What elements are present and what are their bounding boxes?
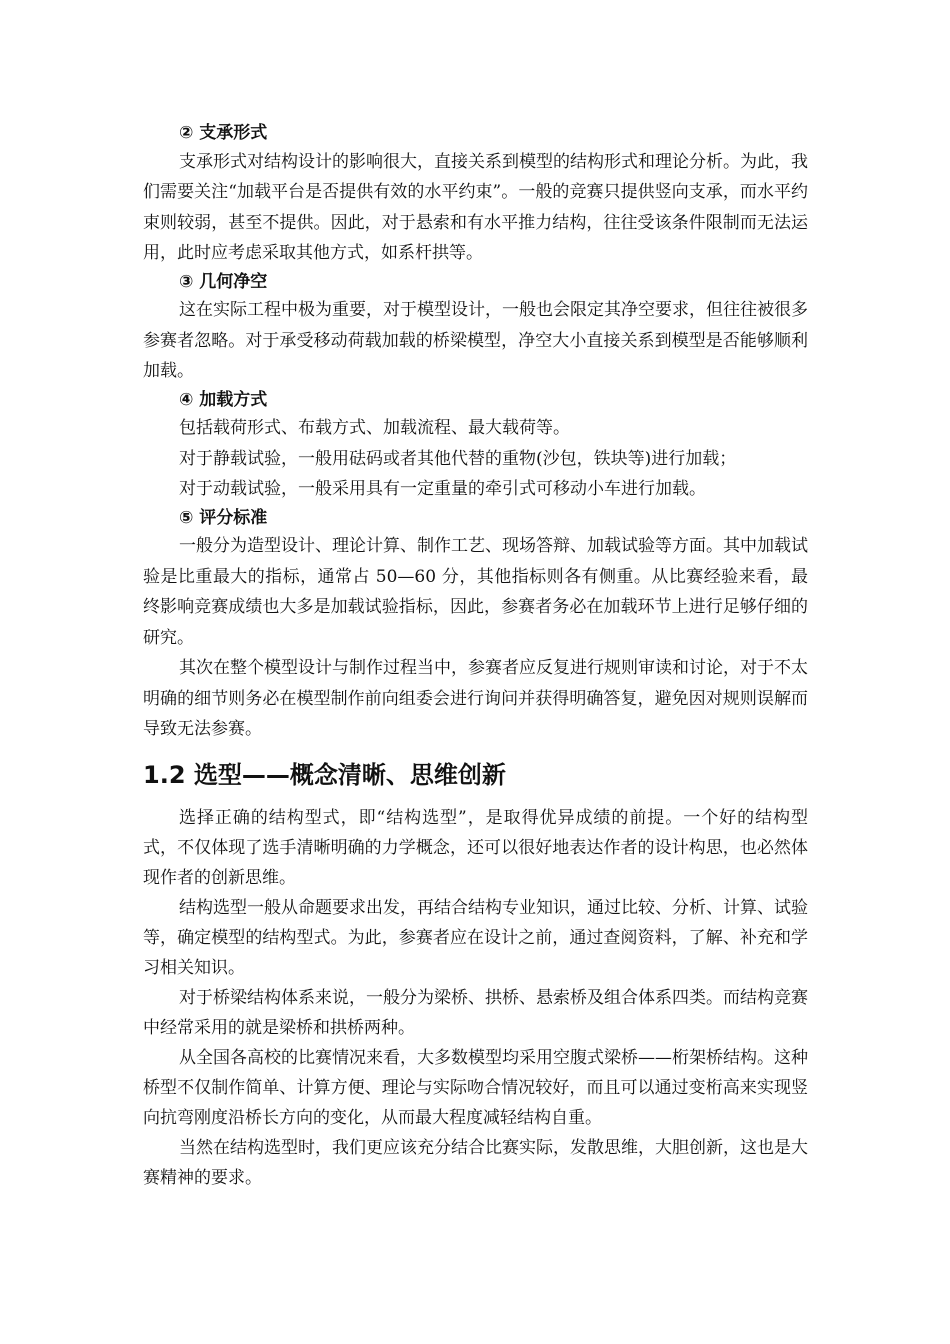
paragraph-loading-2: 对于静载试验，一般用砝码或者其他代替的重物(沙包，铁块等)进行加载； — [179, 448, 737, 469]
paragraph-scoring-2: 其次在整个模型设计与制作过程当中，参赛者应反复进行规则审读和讨论，对于不太明确的细节则务必在模型制作前向组委会进行询问并获得明确答复，避免因对规则误解而导致无法参赛。 — [143, 658, 808, 739]
subsection-title-loading: ④ 加载方式 — [179, 389, 268, 410]
paragraph-selection-4: 从全国各高校的比赛情况来看，大多数模型均采用空腹式梁桥——桁架桥结构。这种桥型不仅制作简单、计算方便、理论与实际吻合情况较好，而且可以通过变桁高来实现竖向抗弯刚度沿桥长方向的变化，从而最大程度减轻结构自重。 — [143, 1047, 808, 1128]
paragraph-selection-1: 选择正确的结构型式，即“结构选型”，是取得优异成绩的前提。一个好的结构型式，不仅体现了选手清晰明确的力学概念，还可以很好地表达作者的设计构思，也必然体现作者的创新思维。 — [143, 807, 808, 888]
subsection-title-support: ② 支承形式 — [179, 123, 268, 143]
paragraph-selection-2: 结构选型一般从命题要求出发，再结合结构专业知识，通过比较、分析、计算、试验等，确定模型的结构型式。为此，参赛者应在设计之前，通过查阅资料，了解、补充和学习相关知识。 — [143, 897, 808, 978]
section-heading-1-2: 1.2 选型——概念清晰、思维创新 — [143, 760, 506, 789]
paragraph-loading-3: 对于动载试验，一般采用具有一定重量的牵引式可移动小车进行加载。 — [179, 479, 706, 499]
document-page — [143, 120, 808, 1193]
paragraph-clearance: 这在实际工程中极为重要，对于模型设计，一般也会限定其净空要求，但往往被很多参赛者忽略。对于承受移动荷载加载的桥梁模型，净空大小直接关系到模型是否能够顺利加载。 — [143, 300, 808, 381]
paragraph-selection-5: 当然在结构选型时，我们更应该充分结合比赛实际，发散思维，大胆创新，这也是大赛精神的要求。 — [143, 1137, 808, 1188]
paragraph-support: 支承形式对结构设计的影响很大，直接关系到模型的结构形式和理论分析。为此，我们需要关注“加载平台是否提供有效的水平约束”。一般的竞赛只提供竖向支承，而水平约束则较弱，甚至不提供。因此，对于悬索和有水平推力结构，往往受该条件限制而无法运用，此时应考虑采取其他方式，如系杆拱等。 — [143, 151, 808, 263]
subsection-title-scoring: ⑤ 评分标准 — [179, 507, 268, 528]
paragraph-selection-3: 对于桥梁结构体系来说，一般分为梁桥、拱桥、悬索桥及组合体系四类。而结构竞赛中经常采用的就是梁桥和拱桥两种。 — [143, 987, 808, 1038]
paragraph-scoring-1: 一般分为造型设计、理论计算、制作工艺、现场答辩、加载试验等方面。其中加载试验是比重最大的指标，通常占 50—60 分，其他指标则各有侧重。从比赛经验来看，最终影响竞赛成绩也大多是加载试验指标，因此，参赛者务必在加载环节上进行足够仔细的研究。 — [143, 536, 808, 648]
paragraph-loading-1: 包括载荷形式、布载方式、加载流程、最大载荷等。 — [179, 418, 570, 438]
subsection-title-clearance: ③ 几何净空 — [179, 271, 268, 292]
